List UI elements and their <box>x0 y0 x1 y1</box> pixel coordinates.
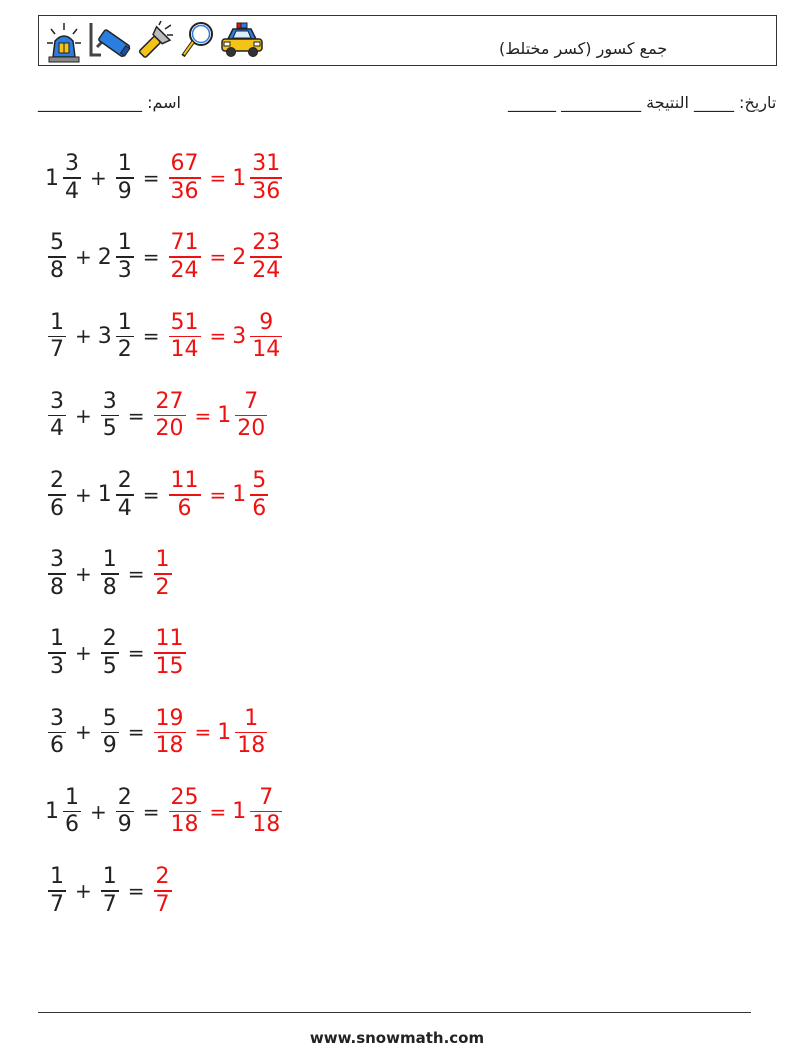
improper-result-numerator: 71 <box>170 230 199 256</box>
addend-b-numerator: 1 <box>117 151 132 177</box>
equals-sign: = <box>142 324 160 349</box>
mixed-result-numerator: 1 <box>244 705 259 731</box>
improper-result-numerator: 67 <box>170 151 199 177</box>
mixed-result-fraction <box>250 232 282 282</box>
addend-a-fraction <box>48 232 66 282</box>
addend-a-fraction <box>63 784 81 838</box>
worksheet-title: جمع كسور (كسر مختلط) <box>499 39 668 58</box>
addend-a-fraction <box>48 866 66 916</box>
mixed-result-denominator: 6 <box>252 495 267 521</box>
addend-a-denominator: 3 <box>50 653 64 679</box>
mixed-result-numerator: 7 <box>259 784 274 810</box>
mixed-result-whole: 1 <box>232 482 247 508</box>
improper-result-denominator: 7 <box>155 891 170 917</box>
improper-result-fraction <box>169 470 201 520</box>
police-car-icon <box>219 19 265 63</box>
addend-a-numerator: 3 <box>50 705 64 731</box>
addend-b-numerator: 2 <box>102 626 117 652</box>
mixed-result-numerator: 23 <box>252 230 281 256</box>
improper-result-fraction <box>154 628 186 678</box>
addend-a-numerator: 3 <box>50 388 64 414</box>
mixed-result-denominator: 24 <box>252 257 281 283</box>
addend-b-whole: 2 <box>97 244 112 270</box>
addend-b-numerator: 5 <box>102 705 117 731</box>
addend-a-fraction <box>63 153 81 203</box>
addend-a-denominator: 6 <box>65 812 79 838</box>
date-score-label: تاريخ: _____ النتيجة __________ ______ <box>508 93 777 112</box>
answer <box>151 628 189 678</box>
addend-b-numerator: 1 <box>117 309 132 335</box>
improper-result-numerator: 2 <box>155 864 170 890</box>
addend-b-whole: 3 <box>97 323 112 349</box>
addend-a-denominator: 4 <box>65 178 79 204</box>
plus-sign: + <box>75 482 92 507</box>
improper-result-numerator: 1 <box>155 547 170 573</box>
mixed-result-whole: 1 <box>217 719 232 745</box>
mixed-result-fraction <box>250 784 282 838</box>
worksheet-header <box>38 15 777 66</box>
mixed-result-fraction <box>250 153 282 203</box>
addend-b-fraction <box>116 470 134 520</box>
improper-result-fraction <box>169 153 201 203</box>
footer-divider <box>38 1012 751 1013</box>
addend-a-fraction <box>48 388 66 442</box>
addend-b-denominator: 3 <box>117 257 132 283</box>
equals-sign: = <box>194 403 212 428</box>
addend-b-whole: 1 <box>97 482 112 508</box>
name-field-label: اسم: _____________ <box>38 93 181 112</box>
mixed-result-fraction <box>235 705 267 759</box>
mixed-result-fraction <box>250 309 282 363</box>
addend-b-denominator: 9 <box>117 812 132 838</box>
improper-result-denominator: 20 <box>155 416 184 442</box>
plus-sign: + <box>90 166 107 190</box>
mixed-result-numerator: 7 <box>244 388 259 414</box>
addend-a-numerator: 1 <box>50 864 64 890</box>
mixed-result-numerator: 5 <box>252 468 267 494</box>
addend-b-denominator: 9 <box>102 733 117 759</box>
addend-b-fraction <box>101 705 119 759</box>
improper-result-denominator: 36 <box>170 178 199 204</box>
equals-sign: = <box>127 641 145 666</box>
addend-b-fraction <box>116 784 134 838</box>
addend-b-numerator: 1 <box>102 864 117 890</box>
equals-sign: = <box>142 482 160 507</box>
addend-a-numerator: 2 <box>50 468 64 494</box>
mixed-result-numerator: 31 <box>252 151 281 177</box>
addend-a-numerator: 3 <box>50 547 64 573</box>
addend-b-fraction <box>116 232 134 282</box>
addend-b-fraction <box>101 388 119 442</box>
addend-b-denominator: 8 <box>102 574 117 600</box>
mixed-result-whole: 1 <box>232 165 247 191</box>
problem-row <box>45 777 285 847</box>
equals-sign: = <box>142 799 160 824</box>
addend-b-fraction <box>116 153 134 203</box>
mixed-result-numerator: 9 <box>259 309 274 335</box>
improper-result-numerator: 11 <box>170 468 199 494</box>
improper-result-numerator: 27 <box>155 388 184 414</box>
improper-result-denominator: 6 <box>177 495 192 521</box>
addend-b-denominator: 4 <box>117 495 132 521</box>
answer <box>166 784 286 838</box>
answer <box>166 470 272 520</box>
addend-a-whole: 1 <box>45 165 59 191</box>
mixed-result-denominator: 18 <box>252 812 281 838</box>
improper-result-numerator: 51 <box>170 309 199 335</box>
addend-a-fraction <box>48 470 66 520</box>
answer <box>166 309 286 363</box>
improper-result-fraction <box>154 388 186 442</box>
addend-b-fraction <box>101 549 119 599</box>
mixed-result-fraction <box>250 470 268 520</box>
equals-sign: = <box>209 324 227 349</box>
problem-row <box>45 697 270 767</box>
answer <box>166 232 286 282</box>
improper-result-fraction <box>169 309 201 363</box>
addend-a-denominator: 6 <box>50 495 64 521</box>
addend-a-denominator: 4 <box>50 416 64 442</box>
addend-a-denominator: 7 <box>50 891 64 917</box>
addend-b-fraction <box>116 309 134 363</box>
addend-b-numerator: 3 <box>102 388 117 414</box>
addend-b-denominator: 9 <box>117 178 132 204</box>
improper-result-numerator: 25 <box>170 784 199 810</box>
addend-a-denominator: 6 <box>50 733 64 759</box>
plus-sign: + <box>75 245 92 270</box>
magnifying-glass-icon <box>177 19 217 63</box>
mixed-result-whole: 3 <box>232 323 247 349</box>
mixed-result-denominator: 20 <box>237 416 266 442</box>
problem-row <box>45 618 189 688</box>
improper-result-denominator: 24 <box>170 257 199 283</box>
addend-b-fraction <box>101 628 119 678</box>
addend-b-numerator: 2 <box>117 784 132 810</box>
footer-url: www.snowmath.com <box>309 1029 485 1047</box>
mixed-result-whole: 1 <box>217 403 232 429</box>
answer <box>151 866 175 916</box>
plus-sign: + <box>75 324 92 349</box>
addend-a-denominator: 7 <box>50 337 64 363</box>
plus-sign: + <box>75 641 92 666</box>
improper-result-fraction <box>154 866 172 916</box>
addend-a-numerator: 1 <box>50 309 64 335</box>
addend-b-denominator: 7 <box>102 891 117 917</box>
equals-sign: = <box>142 245 160 270</box>
addend-b-numerator: 1 <box>117 230 132 256</box>
equals-sign: = <box>209 799 227 824</box>
improper-result-fraction <box>169 232 201 282</box>
equals-sign: = <box>127 720 145 745</box>
equals-sign: = <box>127 562 145 586</box>
addend-b-numerator: 1 <box>102 547 117 573</box>
improper-result-fraction <box>169 784 201 838</box>
addend-a-whole: 1 <box>45 799 59 825</box>
addend-b-numerator: 2 <box>117 468 132 494</box>
problem-row <box>45 143 285 213</box>
improper-result-fraction <box>154 549 172 599</box>
mixed-result-denominator: 36 <box>252 178 281 204</box>
addend-a-numerator: 1 <box>50 626 64 652</box>
siren-light-icon <box>43 19 85 63</box>
problem-row <box>45 856 175 926</box>
equals-sign: = <box>209 166 227 190</box>
plus-sign: + <box>75 403 92 428</box>
equals-sign: = <box>209 245 227 270</box>
addend-a-denominator: 8 <box>50 257 64 283</box>
improper-result-fraction <box>154 705 186 759</box>
improper-result-denominator: 14 <box>170 337 199 363</box>
answer <box>151 549 175 599</box>
equals-sign: = <box>127 403 145 428</box>
addend-b-denominator: 5 <box>102 416 117 442</box>
problem-row <box>45 460 271 530</box>
answer <box>166 153 286 203</box>
equals-sign: = <box>194 720 212 745</box>
addend-a-fraction <box>48 309 66 363</box>
problem-row <box>45 381 270 451</box>
addend-a-fraction <box>48 628 66 678</box>
flashlight-icon <box>133 19 175 63</box>
improper-result-denominator: 2 <box>155 574 170 600</box>
plus-sign: + <box>75 878 92 903</box>
answer <box>151 705 271 759</box>
addend-b-fraction <box>101 866 119 916</box>
security-camera-icon <box>87 19 131 63</box>
mixed-result-whole: 2 <box>232 244 247 270</box>
problem-row <box>45 539 175 609</box>
improper-result-numerator: 19 <box>155 705 184 731</box>
improper-result-numerator: 11 <box>155 626 184 652</box>
improper-result-denominator: 18 <box>170 812 199 838</box>
improper-result-denominator: 18 <box>155 733 184 759</box>
addend-a-denominator: 8 <box>50 574 64 600</box>
equals-sign: = <box>127 878 145 903</box>
equals-sign: = <box>142 166 160 190</box>
addend-a-numerator: 3 <box>65 151 79 177</box>
addend-b-denominator: 2 <box>117 337 132 363</box>
improper-result-denominator: 15 <box>155 653 184 679</box>
mixed-result-denominator: 18 <box>237 733 266 759</box>
plus-sign: + <box>90 799 107 824</box>
addend-a-fraction <box>48 705 66 759</box>
header-icons <box>43 19 265 63</box>
mixed-result-fraction <box>235 388 267 442</box>
mixed-result-whole: 1 <box>232 799 247 825</box>
mixed-result-denominator: 14 <box>252 337 281 363</box>
problem-row <box>45 301 285 371</box>
problem-row <box>45 222 285 292</box>
plus-sign: + <box>75 720 92 745</box>
addend-a-fraction <box>48 549 66 599</box>
addend-a-numerator: 5 <box>50 230 64 256</box>
plus-sign: + <box>75 562 92 586</box>
answer <box>151 388 271 442</box>
equals-sign: = <box>209 482 227 507</box>
addend-b-denominator: 5 <box>102 653 117 679</box>
addend-a-numerator: 1 <box>65 784 79 810</box>
